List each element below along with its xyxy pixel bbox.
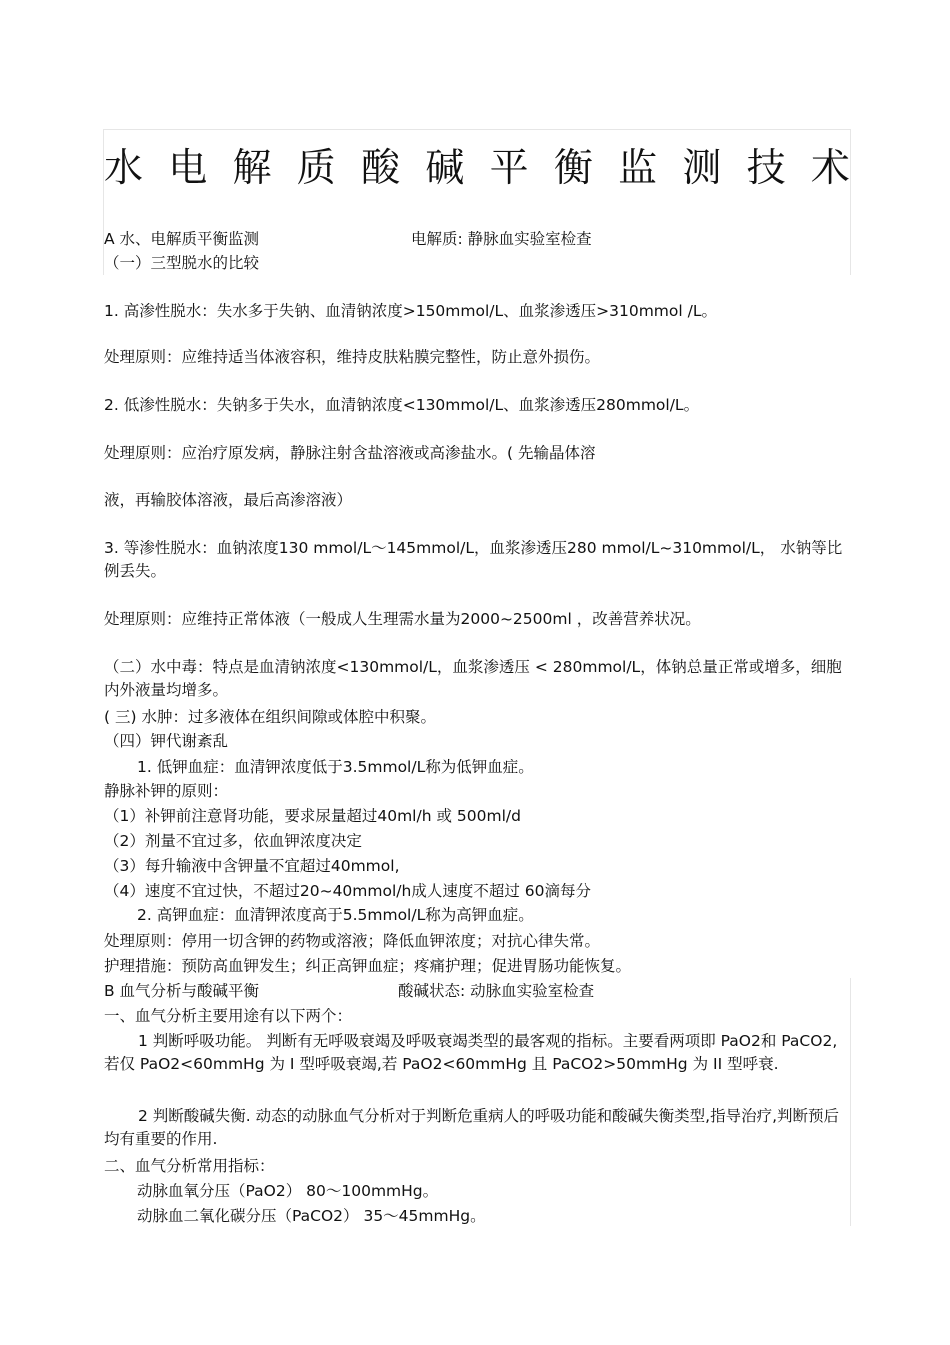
- title-char: 衡: [553, 146, 593, 191]
- title-char: 监: [618, 146, 658, 191]
- section-b-acid-base: 酸碱状态: 动脉血实验室检查: [398, 982, 595, 1000]
- section-a-label: A 水、电解质平衡监测: [104, 230, 260, 248]
- edema: ( 三) 水肿：过多液体在组织间隙或体腔中积聚。: [104, 708, 436, 726]
- hypertonic-dehydration: 1. 高渗性脱水：失水多于失钠、血清钠浓度>150mmol/L、血浆渗透压>310mmol /L。: [104, 302, 717, 320]
- frame-right-line: [850, 129, 851, 275]
- hyperkalemia-care: 护理措施：预防高血钾发生；纠正高钾血症；疼痛护理；促进胃肠功能恢复。: [104, 957, 632, 975]
- title-char: 解: [232, 146, 272, 191]
- title-char: 平: [489, 146, 529, 191]
- frame-top-line: [103, 129, 851, 130]
- hypotonic-dehydration: 2. 低渗性脱水：失钠多于失水，血清钠浓度<130mmol/L、血浆渗透压280mmol/L。: [104, 396, 700, 414]
- water-intoxication: （二）水中毒：特点是血清钠浓度<130mmol/L，血浆渗透压 < 280mmol/L，体钠总量正常或增多，细胞内外液量均增多。: [104, 658, 842, 699]
- blood-gas-indicators-heading: 二、血气分析常用指标：: [104, 1157, 275, 1175]
- hypotonic-treatment-1: 处理原则：应治疗原发病，静脉注射含盐溶液或高渗盐水。( 先输晶体溶: [104, 444, 596, 462]
- section-b-label: B 血气分析与酸碱平衡: [104, 982, 260, 1000]
- section-a-electrolyte: 电解质: 静脉血实验室检查: [411, 230, 592, 248]
- frame-right-line-lower: [850, 978, 851, 1226]
- potassium-rule-2: （2）剂量不宜过多，依血钾浓度决定: [104, 832, 362, 850]
- potassium-rule-4: （4）速度不宜过快，不超过20~40mmol/h成人速度不超过 60滴每分: [104, 882, 591, 900]
- isotonic-treatment: 处理原则：应维持正常体液（一般成人生理需水量为2000~2500ml ，改善营养状况。: [104, 610, 701, 628]
- title-char: 测: [682, 146, 722, 191]
- isotonic-dehydration: 3. 等渗性脱水：血钠浓度130 mmol/L～145mmol/L，血浆渗透压280 mmol/L~310mmol/L， 水钠等比例丢失。: [104, 539, 843, 580]
- pao2-range: 动脉血氧分压（PaO2） 80～100mmHg。: [137, 1182, 439, 1200]
- title-char: 水: [104, 146, 144, 191]
- hyperkalemia: 2. 高钾血症：血清钾浓度高于5.5mmol/L称为高钾血症。: [137, 906, 534, 924]
- hyperkalemia-treatment: 处理原则：停用一切含钾的药物或溶液；降低血钾浓度；对抗心律失常。: [104, 932, 601, 950]
- title-char: 酸: [361, 146, 401, 191]
- section-b-heading: [104, 980, 595, 1002]
- document-title: [104, 146, 850, 192]
- title-char: 电: [168, 146, 208, 191]
- potassium-rule-1: （1）补钾前注意肾功能，要求尿量超过40ml/h 或 500ml/d: [104, 807, 521, 825]
- section-a-heading: [104, 228, 592, 250]
- blood-gas-uses-heading: 一、血气分析主要用途有以下两个：: [104, 1007, 353, 1025]
- title-char: 技: [746, 146, 786, 191]
- iv-potassium-principles: 静脉补钾的原则：: [104, 782, 229, 800]
- hypokalemia: 1. 低钾血症：血清钾浓度低于3.5mmol/L称为低钾血症。: [137, 758, 534, 776]
- title-char: 质: [296, 146, 336, 191]
- blood-gas-use-1: 1 判断呼吸功能。 判断有无呼吸衰竭及呼吸衰竭类型的最客观的指标。主要看两项即 PaO2和 PaCO2,若仅 PaO2<60mmHg 为 I 型呼吸衰竭,若 PaO2<60mmHg 且 PaCO2>50mmHg 为 II 型呼衰.: [104, 1032, 838, 1073]
- subheading-dehydration: （一）三型脱水的比较: [104, 254, 260, 272]
- potassium-heading: （四）钾代谢紊乱: [104, 732, 229, 750]
- paco2-range: 动脉血二氧化碳分压（PaCO2） 35～45mmHg。: [137, 1207, 486, 1225]
- hypertonic-treatment: 处理原则：应维持适当体液容积，维持皮肤粘膜完整性，防止意外损伤。: [104, 348, 601, 366]
- hypotonic-treatment-2: 液，再输胶体溶液，最后高渗溶液）: [104, 491, 353, 509]
- blood-gas-use-2: 2 判断酸碱失衡. 动态的动脉血气分析对于判断危重病人的呼吸功能和酸碱失衡类型,指导治疗,判断预后均有重要的作用.: [104, 1107, 839, 1148]
- title-char: 术: [810, 146, 850, 191]
- title-char: 碱: [425, 146, 465, 191]
- potassium-rule-3: （3）每升输液中含钾量不宜超过40mmol,: [104, 857, 400, 875]
